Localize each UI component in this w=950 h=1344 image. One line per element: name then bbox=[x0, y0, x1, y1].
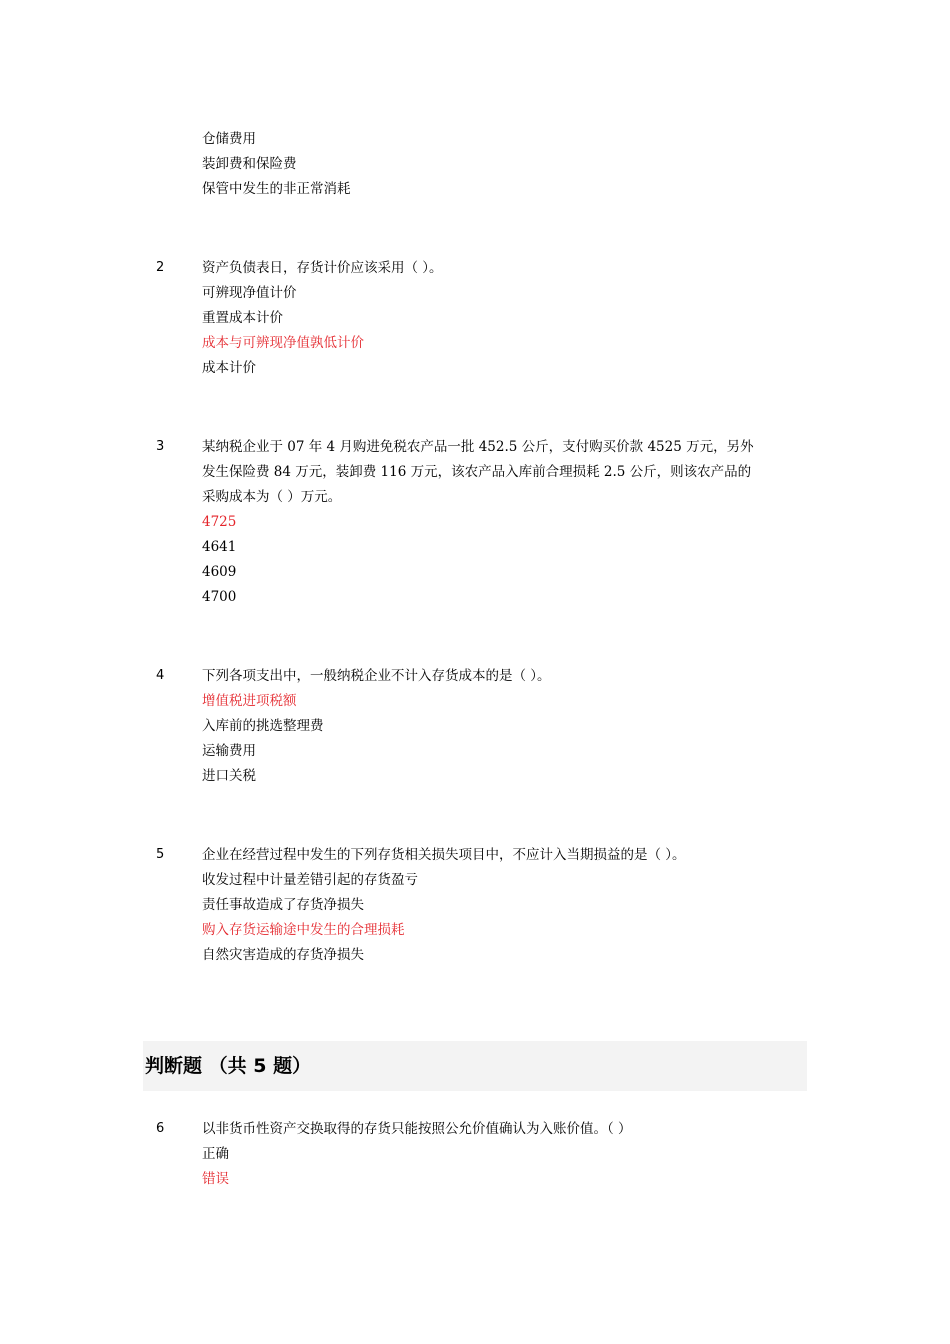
q1-option-c: 装卸费和保险费 bbox=[202, 156, 297, 172]
q3-option-b: 4641 bbox=[202, 539, 237, 555]
q4-option-d: 进口关税 bbox=[202, 768, 256, 784]
question-number: 2 bbox=[156, 260, 165, 275]
q4-option-b: 入库前的挑选整理费 bbox=[202, 718, 324, 734]
q5-option-b: 责任事故造成了存货净损失 bbox=[202, 897, 364, 913]
question-stem: 下列各项支出中，一般纳税企业不计入存货成本的是（ ）。 bbox=[202, 668, 551, 684]
question-number: 3 bbox=[156, 439, 165, 454]
q5-option-d: 自然灾害造成的存货净损失 bbox=[202, 947, 364, 963]
q6-option-false-correct: 错误 bbox=[202, 1171, 229, 1187]
q4-option-a-correct: 增值税进项税额 bbox=[202, 693, 297, 709]
question-stem: 以非货币性资产交换取得的存货只能按照公允价值确认为入账价值。（ ） bbox=[202, 1121, 632, 1137]
question-number: 4 bbox=[156, 668, 165, 683]
q4-option-c: 运输费用 bbox=[202, 743, 256, 759]
q3-option-a-correct: 4725 bbox=[202, 514, 237, 530]
q3-option-d: 4700 bbox=[202, 589, 237, 605]
q1-option-d: 保管中发生的非正常消耗 bbox=[202, 181, 351, 197]
q5-option-c-correct: 购入存货运输途中发生的合理损耗 bbox=[202, 922, 405, 938]
question-number: 5 bbox=[156, 847, 165, 862]
q2-option-a: 可辨现净值计价 bbox=[202, 285, 297, 301]
section-header-bar bbox=[143, 1041, 807, 1091]
q2-option-c-correct: 成本与可辨现净值孰低计价 bbox=[202, 335, 364, 351]
q6-option-true: 正确 bbox=[202, 1146, 229, 1162]
question-stem: 资产负债表日，存货计价应该采用（ ）。 bbox=[202, 260, 443, 276]
question-stem-line-2: 发生保险费 84 万元，装卸费 116 万元，该农产品入库前合理损耗 2.5 公斤，则该农产品的 bbox=[202, 464, 752, 480]
q2-option-d: 成本计价 bbox=[202, 360, 256, 376]
question-stem: 企业在经营过程中发生的下列存货相关损失项目中，不应计入当期损益的是（ ）。 bbox=[202, 847, 686, 863]
question-number: 6 bbox=[156, 1121, 165, 1136]
section-title: 判断题 （共 5 题） bbox=[145, 1055, 312, 1077]
q5-option-a: 收发过程中计量差错引起的存货盈亏 bbox=[202, 872, 418, 888]
q1-option-b: 仓储费用 bbox=[202, 131, 256, 147]
q3-option-c: 4609 bbox=[202, 564, 237, 580]
question-stem-line-1: 某纳税企业于 07 年 4 月购进免税农产品一批 452.5 公斤，支付购买价款 4525 万元，另外 bbox=[202, 439, 754, 455]
q2-option-b: 重置成本计价 bbox=[202, 310, 283, 326]
question-stem-line-3: 采购成本为（ ）万元。 bbox=[202, 489, 342, 505]
